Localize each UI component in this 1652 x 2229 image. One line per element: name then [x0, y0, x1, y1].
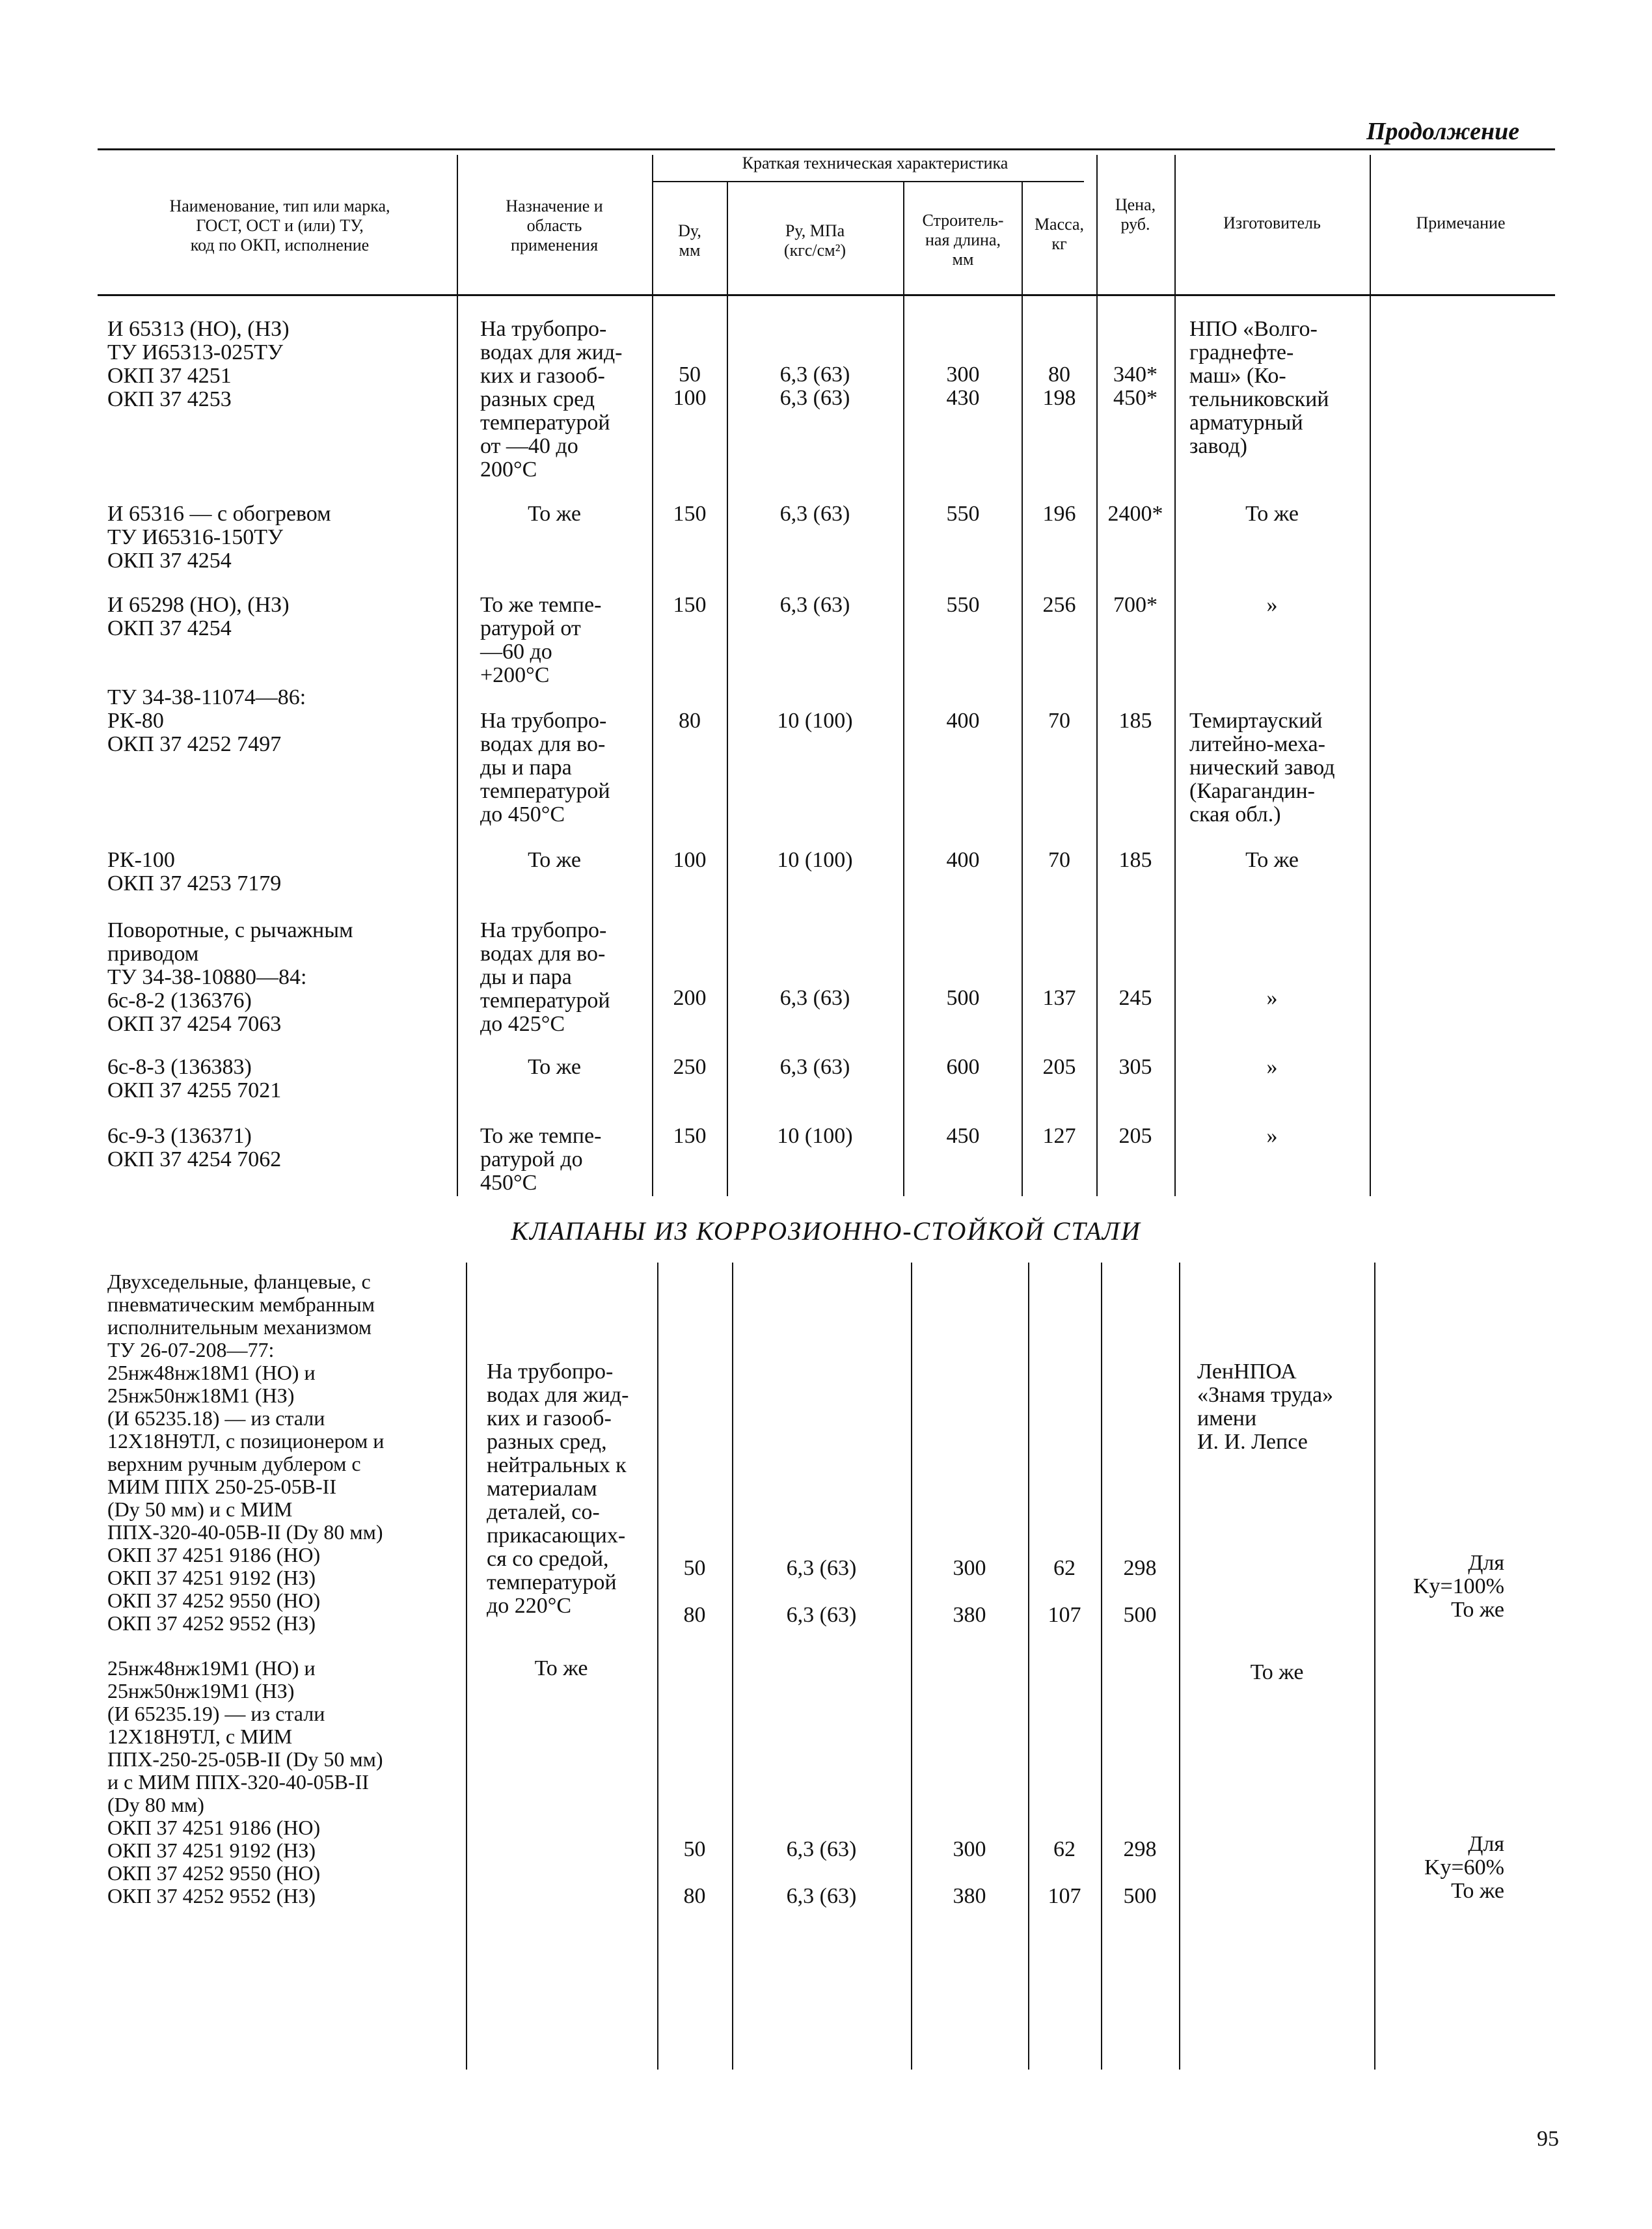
header-price: Цена, руб.	[1115, 195, 1156, 234]
col-rule	[1028, 1263, 1029, 2070]
row-dy: 80	[679, 709, 701, 733]
row-name: 25нж48нж19М1 (НО) и 25нж50нж19М1 (НЗ) (И 65235.19) — из стали 12Х18Н9ТЛ, с МИМ ППХ-250-25-05В-II (Dу 50 мм) и с МИМ ППХ-320-40-05В-II (Dу 80 мм) ОКП 37 4251 9186 (НО) ОКП 37 4251 9192 (НЗ) ОКП 37 4252 9550 (НО) ОКП 37 4252 9552 (НЗ)	[107, 1656, 383, 1908]
row-name: РК-100 ОКП 37 4253 7179	[107, 848, 282, 896]
col-rule	[903, 182, 904, 1196]
row-length: 550	[946, 593, 980, 617]
row-mass: 256	[1042, 593, 1076, 617]
row-name: Двухседельные, фланцевые, с пневматическим мембранным исполнительным механизмом ТУ 26-07-208—77: 25нж48нж18М1 (НО) и 25нж50нж18М1 (НЗ) (И 65235.18) — из стали 12Х18Н9ТЛ, с позиционером и верхним ручным дублером с МИМ ППХ 250-25-05В-II (Dу 50 мм) и с МИМ ППХ-320-40-05В-II (Dу 80 мм) ОКП 37 4251 9186 (НО) ОКП 37 4251 9192 (НЗ) ОКП 37 4252 9550 (НО) ОКП 37 4252 9552 (НЗ)	[107, 1270, 385, 1635]
row-purpose: То же темпе- ратурой от —60 до +200°С	[480, 593, 602, 687]
row-length: 550	[946, 502, 980, 526]
row-py: 6,3 (63)	[779, 593, 850, 617]
row-dy: 50 80	[683, 1837, 706, 1908]
header-maker: Изготовитель	[1223, 213, 1321, 232]
header-group: Краткая техническая характеристика	[742, 154, 1009, 172]
col-rule	[466, 1263, 467, 2070]
row-price: 205	[1118, 1124, 1152, 1148]
row-maker: НПО «Волго- граднефте- маш» (Ко- тельниковский арматурный завод)	[1189, 317, 1329, 458]
row-purpose: На трубопро- водах для жид- ких и газооб- разных сред, нейтральных к материалам деталей, со- прикасающих- ся со средой, температурой до 220°С	[487, 1360, 629, 1618]
col-rule	[1101, 1263, 1102, 2070]
header-py: Pу, МПа (кгс/см²)	[783, 221, 846, 260]
row-price: 2400*	[1107, 502, 1163, 526]
row-price: 245	[1118, 986, 1152, 1010]
row-py: 10 (100)	[777, 709, 853, 733]
row-py: 10 (100)	[777, 1124, 853, 1148]
continuation-label: Продолжение	[1366, 118, 1520, 145]
row-mass: 137	[1042, 986, 1076, 1010]
col-rule	[1096, 155, 1098, 1196]
row-py: 10 (100)	[777, 848, 853, 872]
row-length: 300 430	[946, 362, 980, 410]
row-dy: 250	[673, 1055, 707, 1079]
row-purpose: На трубопро- водах для жид- ких и газооб- разных сред температурой от —40 до 200°С	[480, 317, 623, 482]
row-price: 185	[1118, 709, 1152, 733]
row-mass: 62 107	[1048, 1556, 1081, 1627]
row-price: 298 500	[1123, 1837, 1157, 1908]
row-purpose: То же	[534, 1656, 588, 1680]
row-length: 300 380	[953, 1556, 986, 1627]
row-maker: »	[1266, 986, 1278, 1010]
row-name: Поворотные, с рычажным приводом ТУ 34-38-10880—84: 6с-8-2 (136376) ОКП 37 4254 7063	[107, 918, 353, 1036]
row-maker: Темиртауский литейно-меха- нический завод (Карагандин- ская обл.)	[1189, 709, 1335, 827]
col-rule	[732, 1263, 733, 2070]
col-rule	[657, 1263, 658, 2070]
row-length: 300 380	[953, 1837, 986, 1908]
row-price: 340* 450*	[1113, 362, 1158, 410]
col-rule	[1174, 155, 1176, 1196]
row-name: И 65313 (НО), (НЗ) ТУ И65313-025ТУ ОКП 37 4251 ОКП 37 4253	[107, 317, 290, 411]
row-mass: 70	[1048, 848, 1070, 872]
row-py: 6,3 (63)	[779, 986, 850, 1010]
row-dy: 100	[673, 848, 707, 872]
row-mass: 127	[1042, 1124, 1076, 1148]
row-dy: 200	[673, 986, 707, 1010]
row-py: 6,3 (63) 6,3 (63)	[779, 362, 850, 410]
col-rule	[911, 1263, 912, 2070]
row-purpose: То же темпе- ратурой до 450°С	[480, 1124, 602, 1195]
header-bottom-rule	[98, 294, 1555, 296]
row-purpose: То же	[528, 848, 581, 872]
row-maker: »	[1266, 1124, 1278, 1148]
row-mass: 196	[1042, 502, 1076, 526]
row-py: 6,3 (63)	[779, 502, 850, 526]
header-top-rule	[98, 148, 1555, 150]
header-dy: Dу, мм	[678, 221, 701, 260]
row-mass: 80 198	[1042, 362, 1076, 410]
header-name: Наименование, тип или марка, ГОСТ, ОСТ и (или) ТУ, код по ОКП, исполнение	[169, 197, 390, 254]
row-purpose: То же	[528, 1055, 581, 1079]
group-rule	[652, 181, 1084, 182]
header-purpose: Назначение и область применения	[506, 197, 603, 254]
row-dy: 50 100	[673, 362, 707, 410]
row-price: 185	[1118, 848, 1152, 872]
row-price: 298 500	[1123, 1556, 1157, 1627]
row-py: 6,3 (63)	[779, 1055, 850, 1079]
row-price: 305	[1118, 1055, 1152, 1079]
col-rule	[1179, 1263, 1180, 2070]
row-mass: 62 107	[1048, 1837, 1081, 1908]
page-number: 95	[1537, 2127, 1559, 2151]
row-name: ТУ 34-38-11074—86: РК-80 ОКП 37 4252 7497	[107, 685, 306, 756]
row-purpose: То же	[528, 502, 581, 526]
row-mass: 205	[1042, 1055, 1076, 1079]
header-mass: Масса, кг	[1034, 215, 1085, 253]
col-rule	[1370, 155, 1371, 1196]
row-name: 6с-9-3 (136371) ОКП 37 4254 7062	[107, 1124, 282, 1171]
row-mass: 70	[1048, 709, 1070, 733]
row-maker: ЛенНПОА «Знамя труда» имени И. И. Лепсе	[1197, 1360, 1334, 1454]
row-length: 400	[946, 709, 980, 733]
col-rule	[1374, 1263, 1375, 2070]
row-purpose: На трубопро- водах для во- ды и пара температурой до 450°С	[480, 709, 610, 827]
col-rule	[727, 182, 728, 1196]
row-purpose: На трубопро- водах для во- ды и пара температурой до 425°С	[480, 918, 610, 1036]
row-dy: 150	[673, 1124, 707, 1148]
header-length: Строитель- ная длина, мм	[922, 211, 1004, 269]
row-maker: То же	[1245, 502, 1299, 526]
col-rule	[1022, 182, 1023, 1196]
row-note: Для Kу=60% То же	[1424, 1832, 1504, 1903]
row-maker: То же	[1245, 848, 1299, 872]
row-dy: 150	[673, 502, 707, 526]
row-dy: 50 80	[683, 1556, 706, 1627]
row-length: 400	[946, 848, 980, 872]
row-name: И 65298 (НО), (НЗ) ОКП 37 4254	[107, 593, 290, 640]
row-length: 500	[946, 986, 980, 1010]
row-name: И 65316 — с обогревом ТУ И65316-150ТУ ОКП 37 4254	[107, 502, 331, 573]
row-note: Для Kу=100% То же	[1413, 1551, 1504, 1622]
row-maker: То же	[1250, 1660, 1304, 1684]
col-rule	[457, 155, 458, 1196]
section-title: КЛАПАНЫ ИЗ КОРРОЗИОННО-СТОЙКОЙ СТАЛИ	[511, 1216, 1141, 1246]
row-maker: »	[1266, 1055, 1278, 1079]
row-length: 600	[946, 1055, 980, 1079]
row-name: 6с-8-3 (136383) ОКП 37 4255 7021	[107, 1055, 282, 1102]
row-price: 700*	[1113, 593, 1158, 617]
row-length: 450	[946, 1124, 980, 1148]
row-py: 6,3 (63) 6,3 (63)	[786, 1556, 857, 1627]
row-maker: »	[1266, 593, 1278, 617]
row-py: 6,3 (63) 6,3 (63)	[786, 1837, 857, 1908]
header-note: Примечание	[1416, 213, 1506, 232]
row-dy: 150	[673, 593, 707, 617]
col-rule	[652, 155, 653, 1196]
